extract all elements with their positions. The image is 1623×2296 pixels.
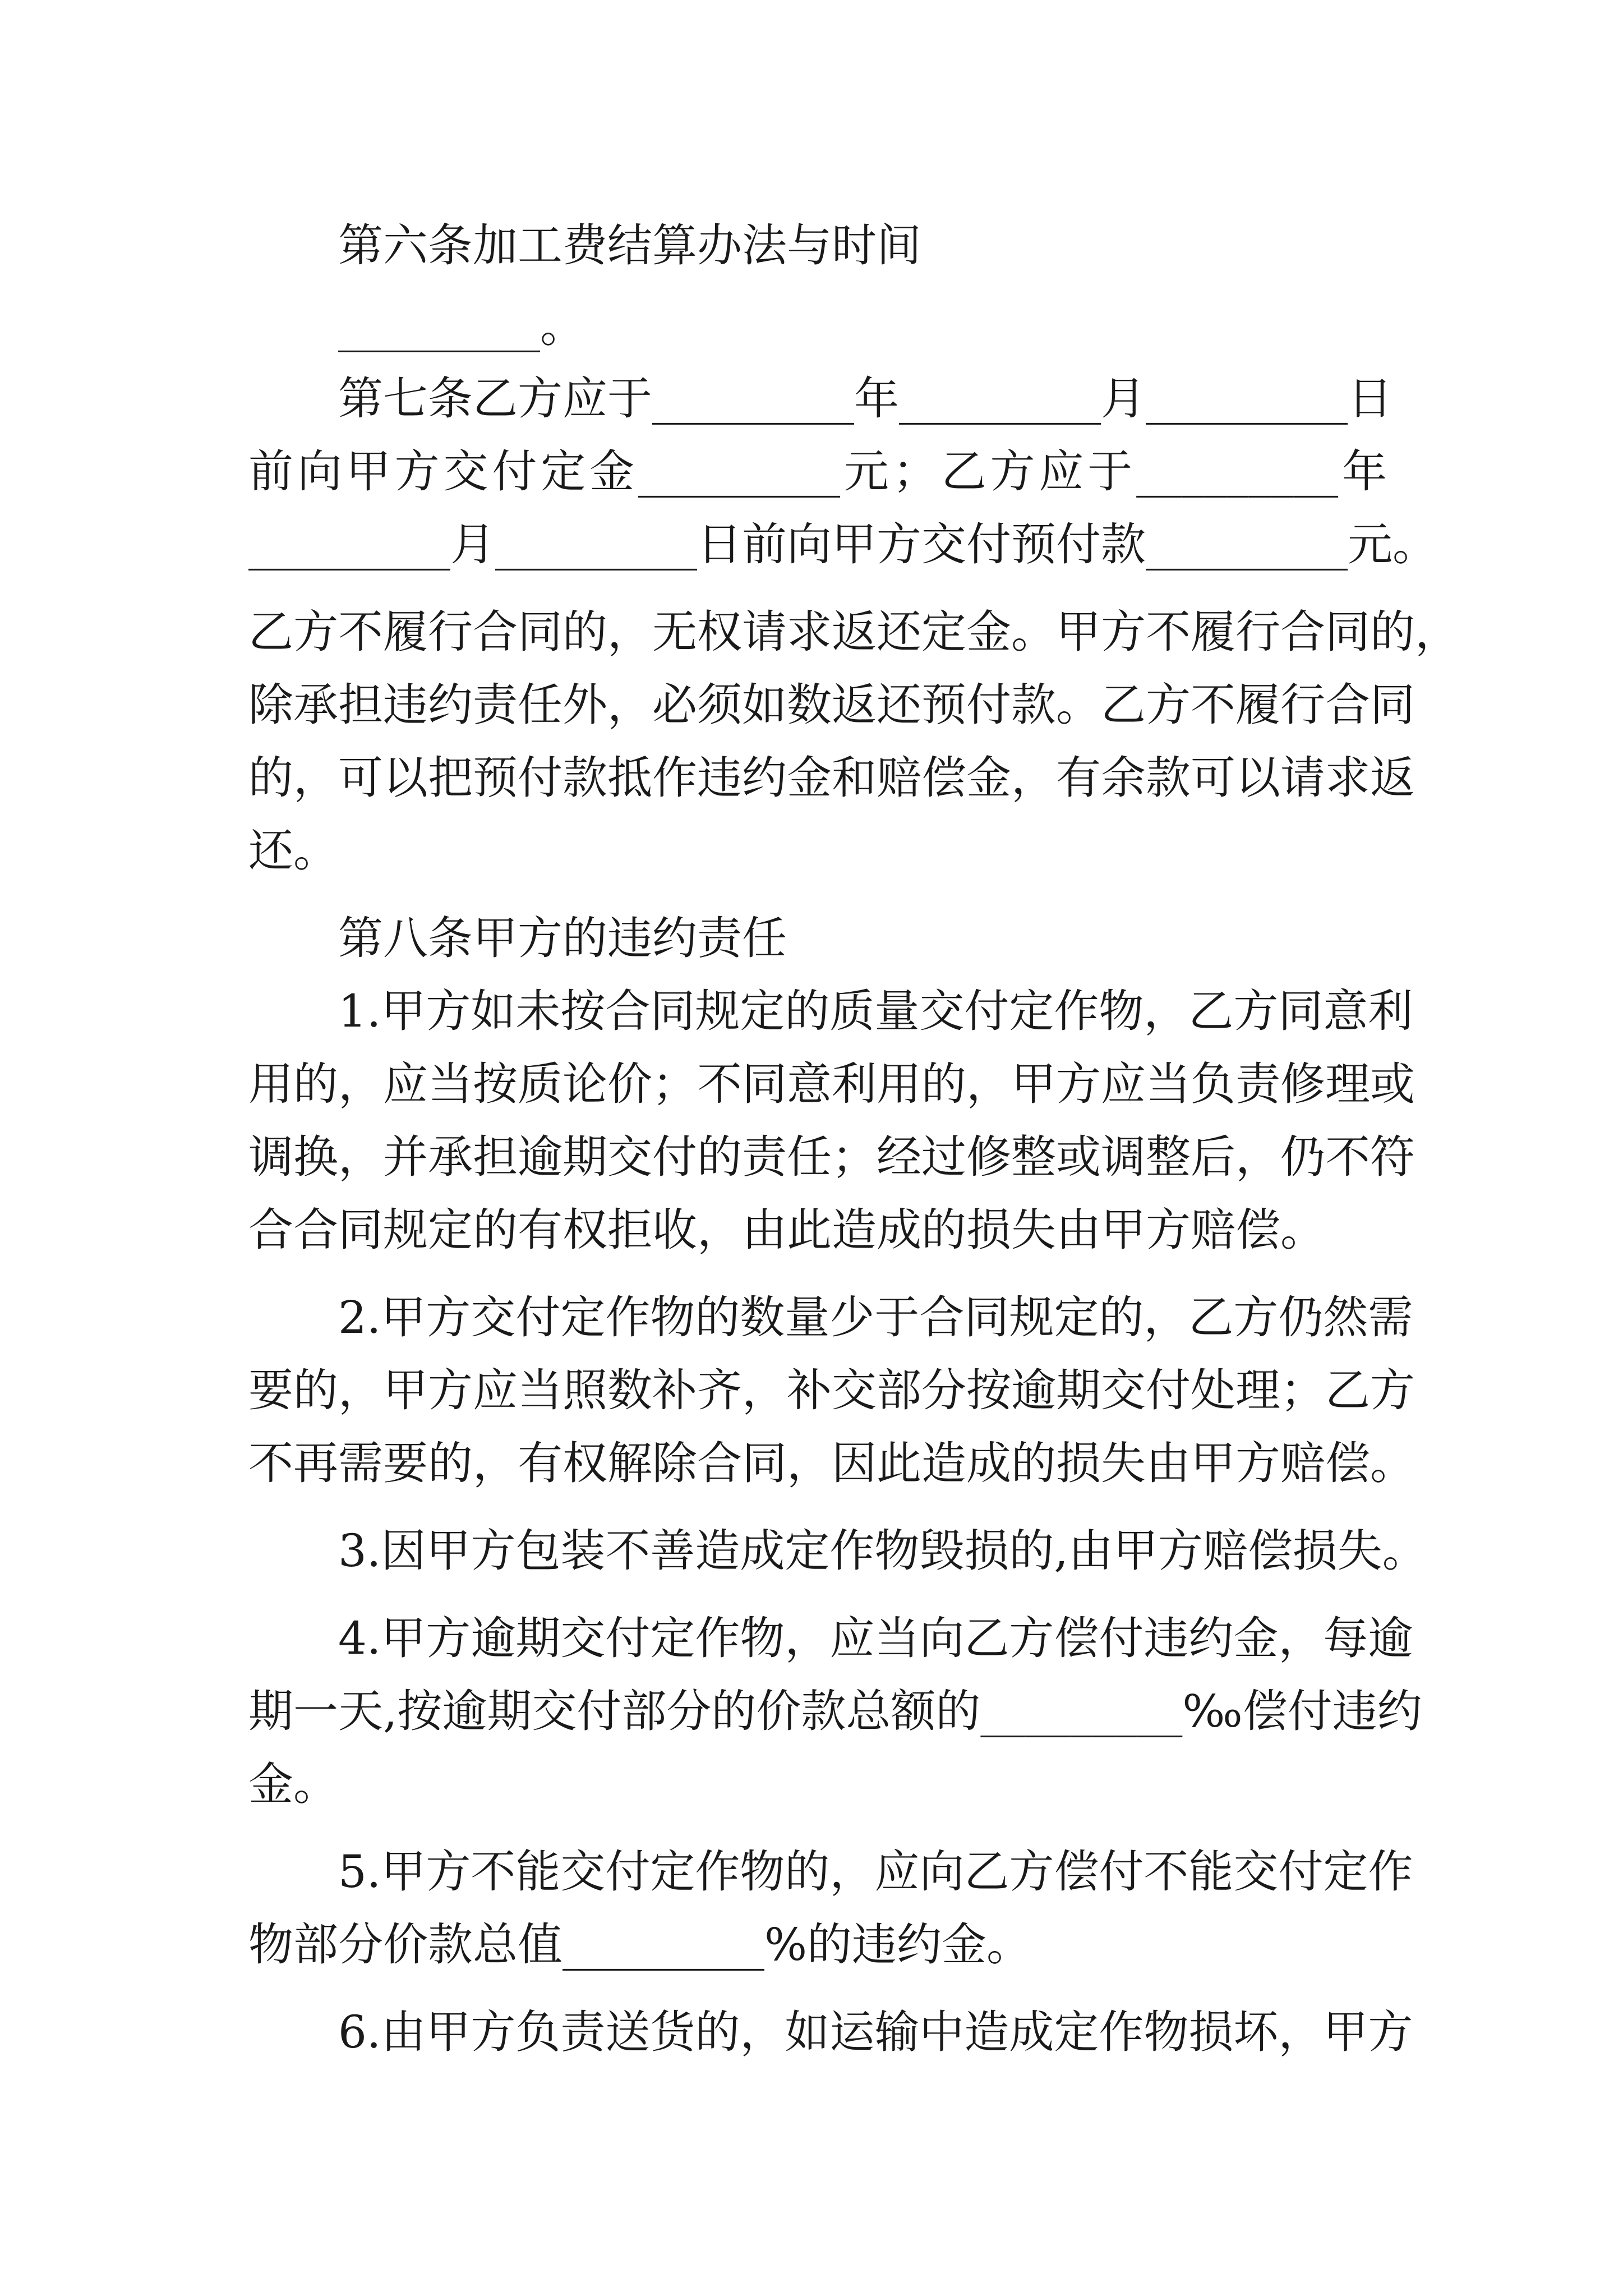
text-line: 期一天,按逾期交付部分的价款总额的_________‰偿付违约: [248, 1685, 1422, 1737]
section-heading: 第八条甲方的违约责任: [338, 912, 787, 964]
text-line: 除承担违约责任外，必须如数返还预付款。乙方不履行合同: [248, 679, 1415, 731]
text-line: 第七条乙方应于_________年_________月_________日: [338, 372, 1393, 425]
text-line: 6.由甲方负责送货的，如运输中造成定作物损坏，甲方: [338, 2006, 1413, 2058]
text-line: 的，可以把预付款抵作违约金和赔偿金，有余款可以请求返: [248, 752, 1415, 804]
text-line: 用的，应当按质论价；不同意利用的，甲方应当负责修理或: [248, 1058, 1415, 1110]
text-line: 金。: [248, 1758, 338, 1810]
text-line: _________月_________日前向甲方交付预付款_________元。: [248, 518, 1437, 570]
text-line: 不再需要的，有权解除合同，因此造成的损失由甲方赔偿。: [248, 1437, 1415, 1489]
text-line: 1.甲方如未按合同规定的质量交付定作物，乙方同意利: [338, 985, 1413, 1037]
text-line: 还。: [248, 825, 338, 877]
text-line: 合合同规定的有权拒收，由此造成的损失由甲方赔偿。: [248, 1204, 1325, 1256]
text-line: 调换，并承担逾期交付的责任；经过修整或调整后，仍不符: [248, 1131, 1415, 1183]
text-line: 3.因甲方包装不善造成定作物毁损的,由甲方赔偿损失。: [338, 1525, 1427, 1577]
text-line: _________。: [338, 300, 585, 352]
text-line: 前向甲方交付定金_________元；乙方应于_________年: [248, 445, 1387, 498]
text-line: 4.甲方逾期交付定作物，应当向乙方偿付违约金，每逾: [338, 1612, 1413, 1664]
text-line: 2.甲方交付定作物的数量少于合同规定的，乙方仍然需: [338, 1291, 1413, 1343]
text-line: 要的，甲方应当照数补齐，补交部分按逾期交付处理；乙方: [248, 1364, 1415, 1416]
text-line: 乙方不履行合同的，无权请求返还定金。甲方不履行合同的，: [248, 606, 1460, 658]
text-line: 5.甲方不能交付定作物的，应向乙方偿付不能交付定作: [338, 1846, 1413, 1898]
text-line: 第六条加工费结算办法与时间: [338, 219, 921, 272]
text-line: 物部分价款总值_________%的违约金。: [248, 1918, 1032, 1971]
